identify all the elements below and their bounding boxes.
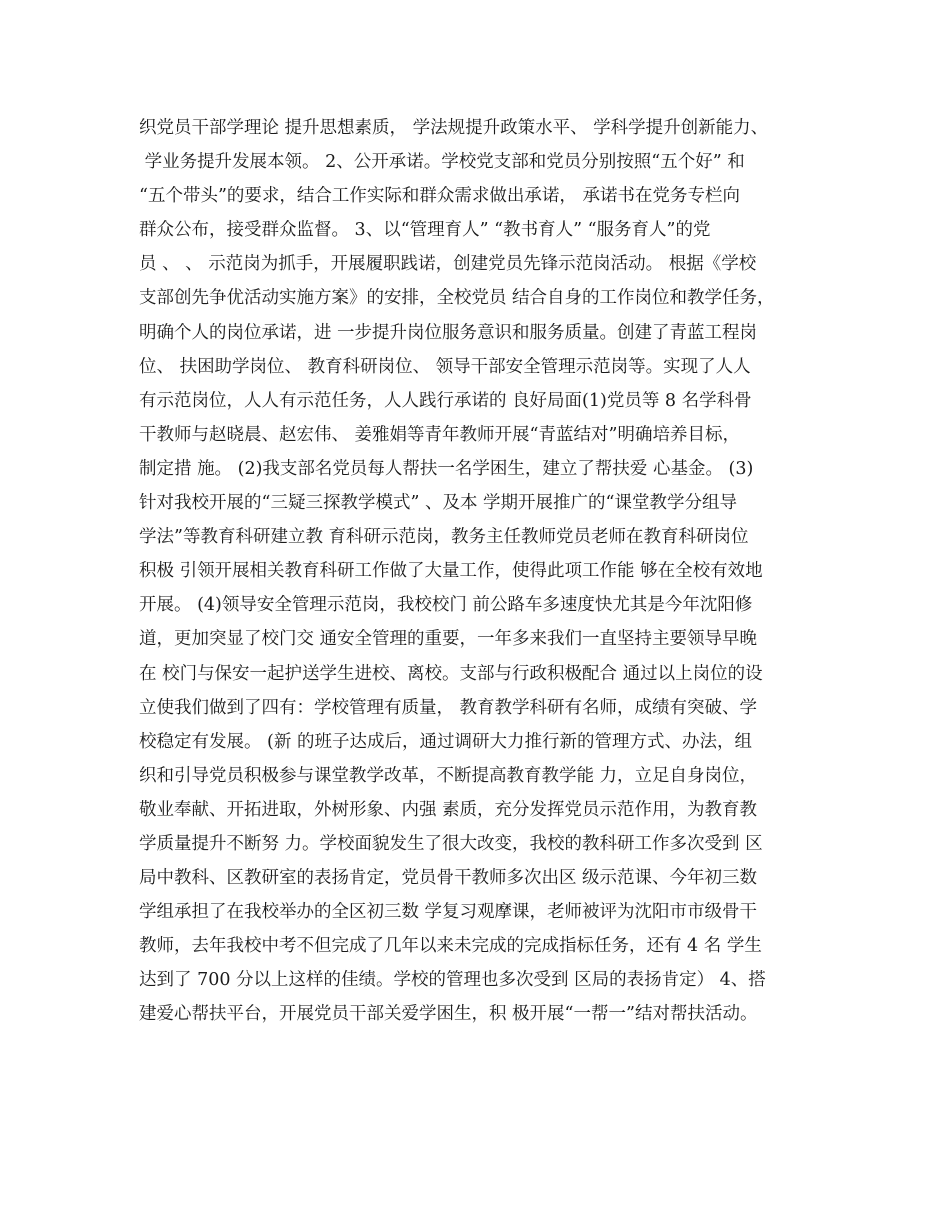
text-line: 开展。 (4)领导安全管理示范岗，我校校门 前公路车多速度快尤其是今年沈阳修 [139, 595, 753, 616]
text-line: 达到了 700 分以上这样的佳绩。学校的管理也多次受到 区局的表扬肯定） 4、搭 [139, 970, 766, 991]
text-line: 在 校门与保安一起护送学生进校、离校。支部与行政积极配合 通过以上岗位的设 [139, 663, 763, 684]
text-line: 学质量提升不断努 力。学校面貌发生了很大改变，我校的教科研工作多次受到 区 [139, 833, 763, 854]
text-line: 建爱心帮扶平台，开展党员干部关爱学困生，积 极开展“一帮一”结对帮扶活动。 [139, 1004, 758, 1025]
text-line: 有示范岗位，人人有示范任务，人人践行承诺的 良好局面(1)党员等 8 名学科骨 [139, 390, 752, 411]
text-line: 局中教科、区教研室的表扬肯定，党员骨干教师多次出区 级示范课、今年初三数 [139, 868, 758, 889]
text-line: 明确个人的岗位承诺，进 一步提升岗位服务意识和服务质量。创建了青蓝工程岗 [139, 322, 758, 343]
text-line: 员 、 、 示范岗为抓手，开展履职践诺，创建党员先锋示范岗活动。 根据《学校 [139, 254, 757, 275]
text-line: 制定措 施。 (2)我支部名党员每人帮扶一名学困生，建立了帮扶爱 心基金。 (3) [139, 458, 754, 479]
text-line: 位、 扶困助学岗位、 教育科研岗位、 领导干部安全管理示范岗等。实现了人人 [139, 356, 751, 377]
text-line: 支部创先争优活动实施方案》的安排，全校党员 结合自身的工作岗位和教学任务， [139, 288, 775, 309]
text-line: 积极 引领开展相关教育科研工作做了大量工作，使得此项工作能 够在全校有效地 [139, 561, 763, 582]
text-line: 校稳定有发展。 (新 的班子达成后，通过调研大力推行新的管理方式、办法，组 [139, 731, 752, 752]
text-line: 道，更加突显了校门交 通安全管理的重要，一年多来我们一直坚持主要领导早晚 [139, 629, 758, 650]
text-line: 教师，去年我校中考不但完成了几年以来未完成的完成指标任务，还有 4 名 学生 [139, 936, 762, 957]
text-line: 学业务提升发展本领。 2、公开承诺。学校党支部和党员分别按照“五个好” 和 [139, 152, 745, 173]
text-line: 织和引导党员积极参与课堂教学改革，不断提高教育教学能 力，立足自身岗位， [139, 765, 758, 786]
text-line: “五个带头”的要求，结合工作实际和群众需求做出承诺， 承诺书在党务专栏向 [139, 186, 740, 207]
text-line: 群众公布，接受群众监督。 3、以“管理育人” “教书育人” “服务育人”的党 [139, 220, 711, 241]
text-line: 干教师与赵晓晨、赵宏伟、 姜雅娟等青年教师开展“青蓝结对”明确培养目标， [139, 424, 740, 445]
text-line: 针对我校开展的“三疑三探教学模式” 、及本 学期开展推广的“课堂教学分组导 [139, 493, 737, 514]
text-line: 学组承担了在我校举办的全区初三数 学复习观摩课，老师被评为沈阳市市级骨干 [139, 902, 758, 923]
text-line: 敬业奉献、开拓进取，外树形象、内强 素质，充分发挥党员示范作用，为教育教 [139, 799, 758, 820]
text-line: 立使我们做到了四有：学校管理有质量， 教育教学科研有名师，成绩有突破、学 [139, 697, 758, 718]
text-line: 学法”等教育科研建立教 育科研示范岗，教务主任教师党员老师在教育科研岗位 [139, 527, 749, 548]
text-line: 织党员干部学理论 提升思想素质， 学法规提升政策水平、 学科学提升创新能力、 [139, 118, 769, 138]
body-text [139, 111, 839, 1032]
